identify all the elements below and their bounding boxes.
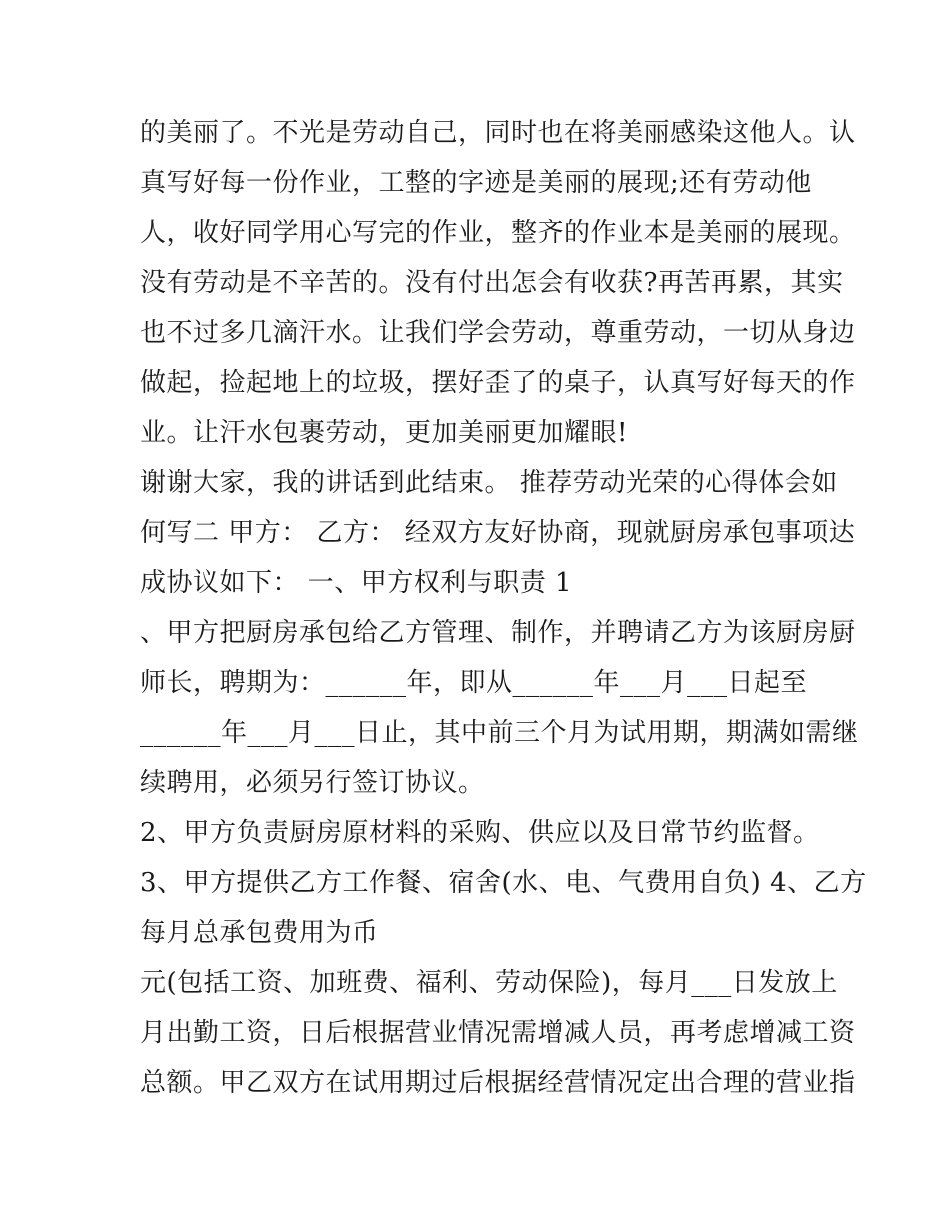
text-line: 师长，聘期为：______年，即从______年___月___日起至: [140, 668, 808, 698]
text-line: 元(包括工资、加班费、福利、劳动保险)，每月___日发放上: [140, 968, 838, 998]
text-line: 成协议如下： 一、甲方权利与职责 1: [140, 568, 573, 598]
text-line: 每月总承包费用为币: [140, 918, 379, 948]
text-line: 的美丽了。不光是劳动自己，同时也在将美丽感染这他人。认: [140, 118, 856, 148]
text-line: 谢谢大家，我的讲话到此结束。 推荐劳动光荣的心得体会如: [140, 468, 838, 498]
text-line: 也不过多几滴汗水。让我们学会劳动，尊重劳动，一切从身边: [140, 318, 856, 348]
text-line: 何写二 甲方： 乙方： 经双方友好协商，现就厨房承包事项达: [140, 518, 856, 548]
document-body: [140, 108, 867, 1108]
text-line: ______年___月___日止，其中前三个月为试用期，期满如需继: [140, 718, 859, 748]
text-line: 月出勤工资，日后根据营业情况需增减人员，再考虑增减工资: [140, 1018, 856, 1048]
text-line: 3、甲方提供乙方工作餐、宿舍(水、电、气费用自负) 4、乙方: [140, 868, 867, 898]
text-line: 总额。甲乙双方在试用期过后根据经营情况定出合理的营业指: [140, 1068, 856, 1098]
text-line: 真写好每一份作业，工整的字迹是美丽的展现;还有劳动他: [140, 168, 812, 198]
text-line: 做起，捡起地上的垃圾，摆好歪了的桌子，认真写好每天的作: [140, 368, 856, 398]
text-line: 没有劳动是不辛苦的。没有付出怎会有收获?再苦再累，其实: [140, 268, 844, 298]
text-line: 2、甲方负责厨房原材料的采购、供应以及日常节约监督。: [140, 818, 820, 848]
text-line: 、甲方把厨房承包给乙方管理、制作，并聘请乙方为该厨房厨: [140, 618, 856, 648]
text-line: 人，收好同学用心写完的作业，整齐的作业本是美丽的展现。: [140, 218, 856, 248]
text-line: 续聘用，必须另行签订协议。: [140, 768, 485, 798]
text-line: 业。让汗水包裹劳动，更加美丽更加耀眼!: [140, 418, 628, 448]
